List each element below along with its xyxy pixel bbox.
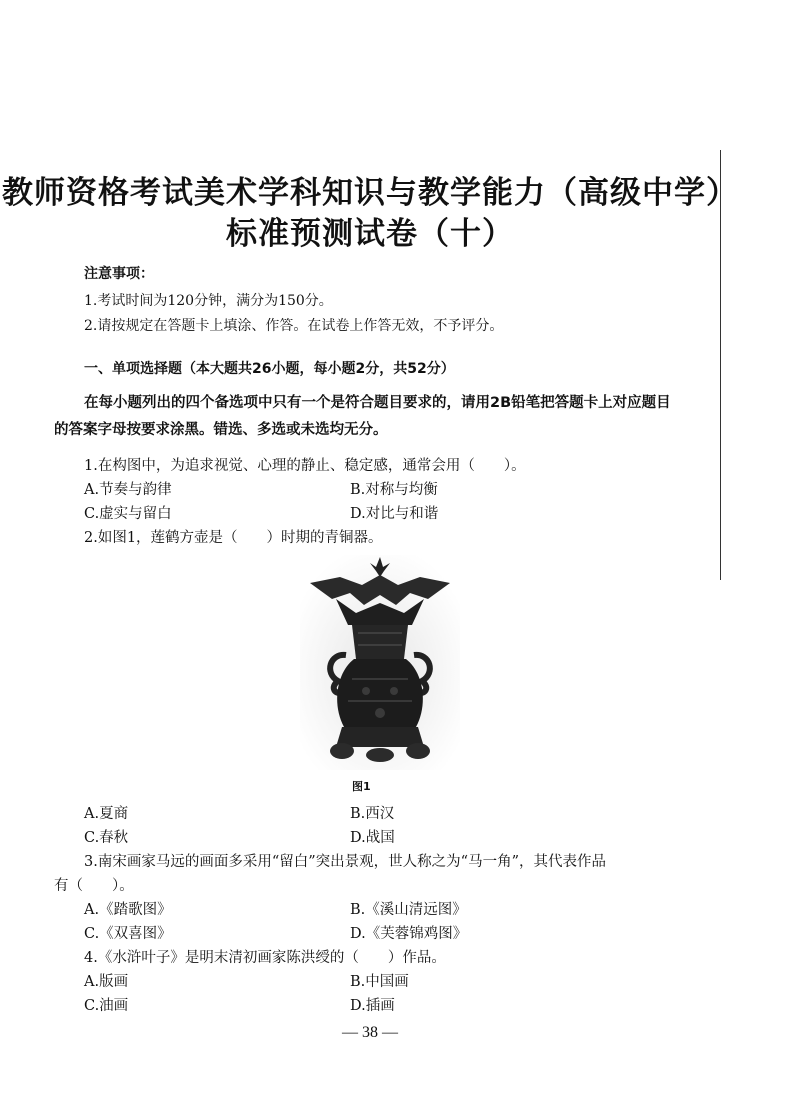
question-3-stem-continued: 有（ ）。 bbox=[54, 878, 134, 894]
question-1-option-d: D.对比与和谐 bbox=[350, 506, 439, 522]
question-4-option-a: A.版画 bbox=[84, 974, 129, 990]
section-heading: 一、单项选择题（本大题共26小题，每小题2分，共52分） bbox=[84, 361, 455, 377]
question-3-option-b: B.《溪山清远图》 bbox=[350, 902, 467, 918]
question-3-option-a: A.《踏歌图》 bbox=[84, 902, 172, 918]
question-2-option-a: A.夏商 bbox=[84, 806, 129, 822]
exam-title: 教师资格考试美术学科知识与教学能力（高级中学） bbox=[2, 175, 738, 211]
lotus-crane-square-pot-image bbox=[300, 555, 460, 770]
exam-subtitle: 标准预测试卷（十） bbox=[226, 216, 514, 252]
notice-heading: 注意事项： bbox=[84, 266, 154, 282]
figure-caption: 图1 bbox=[352, 780, 371, 793]
question-2-option-d: D.战国 bbox=[350, 830, 395, 846]
question-1-option-a: A.节奏与韵律 bbox=[84, 482, 172, 498]
question-1-stem: 1.在构图中，为追求视觉、心理的静止、稳定感，通常会用（ ）。 bbox=[84, 458, 526, 474]
question-4-option-d: D.插画 bbox=[350, 998, 395, 1014]
question-1-option-c: C.虚实与留白 bbox=[84, 506, 172, 522]
question-2-option-c: C.春秋 bbox=[84, 830, 129, 846]
question-3-option-d: D.《芙蓉锦鸡图》 bbox=[350, 926, 468, 942]
page-number: — 38 — bbox=[342, 1024, 398, 1041]
question-2-stem: 2.如图1，莲鹤方壶是（ ）时期的青铜器。 bbox=[84, 530, 383, 546]
section-instruction: 在每小题列出的四个备选项中只有一个是符合题目要求的，请用2B铅笔把答题卡上对应题目的答案字母按要求涂黑。错选、多选或未选均无分。 bbox=[54, 395, 671, 438]
notice-item: 1.考试时间为120分钟，满分为150分。 bbox=[84, 293, 333, 309]
question-1-option-b: B.对称与均衡 bbox=[350, 482, 438, 498]
bronze-vessel-figure bbox=[300, 555, 460, 770]
question-4-option-c: C.油画 bbox=[84, 998, 129, 1014]
question-4-stem: 4.《水浒叶子》是明末清初画家陈洪绶的（ ）作品。 bbox=[84, 950, 446, 966]
question-3-stem: 3.南宋画家马远的画面多采用“留白”突出景观，世人称之为“马一角”，其代表作品 bbox=[84, 854, 606, 870]
question-4-option-b: B.中国画 bbox=[350, 974, 409, 990]
question-2-option-b: B.西汉 bbox=[350, 806, 395, 822]
notice-item: 2.请按规定在答题卡上填涂、作答。在试卷上作答无效，不予评分。 bbox=[84, 318, 504, 334]
question-3-option-c: C.《双喜图》 bbox=[84, 926, 172, 942]
